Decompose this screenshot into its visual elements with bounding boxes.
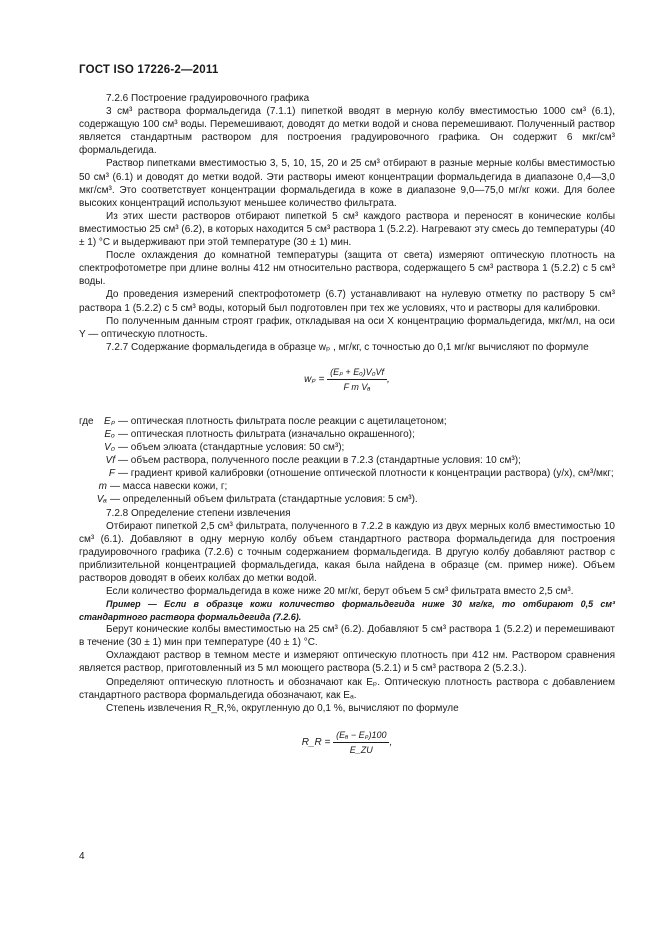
definition-row (79, 493, 615, 506)
definition-symbol: V₀ (104, 442, 115, 454)
paragraph: Из этих шести растворов отбирают пипеткой 5 см³ каждого раствора и переносят в конические колбы вместимостью 25 см³ (6.2), в которых находится 5 см³ раствора 1 (5.2.2). Нагревают эту смесь до температуры (40 ± 1) °С и выдерживают при этой температуре (30 ± 1) мин. (79, 210, 615, 249)
paragraph: После охлаждения до комнатной температуры (защита от света) измеряют оптическую плотность на спектрофотометре при длине волны 412 нм относительно раствора, содержащего 5 см³ раствора 1 (5.2.2) с 5 см³ воды. (79, 250, 615, 288)
paragraph: Степень извлечения R_R,%, округленную до 0,1 %, вычисляют по формуле (106, 702, 459, 714)
page-number: 4 (79, 851, 85, 862)
formula-fraction (333, 729, 389, 756)
formula-lhs: R_R = (301, 736, 331, 748)
paragraph: Отбирают пипеткой 2,5 см³ фильтрата, полученного в 7.2.2 в каждую из двух мерных колб вместимостью 10 см³ (6.1). Добавляют в одну мерную колбу объем стандартного раствора формальдегида для построения градуировочного графика (7.2.6) с точным содержанием формальдегида. В другую колбу добавляют раствор с приблизительной концентрацией формальдегида, какая была найдена в образце (см. пример ниже). Объем растворов доводят в обеих колбах до метки водой. (79, 520, 615, 584)
paragraph: Берут конические колбы вместимостью на 25 см³ (6.2). Добавляют 5 см³ раствора 1 (5.2.2) и перемешивают в течение (30 ± 1) мин при температуре (40 ± 1) °С. (79, 624, 615, 649)
formula-denominator: E_ZU (349, 744, 373, 755)
where-intro: где (79, 415, 94, 427)
definition-text: — оптическая плотность фильтрата (изначально окрашенного); (118, 428, 415, 440)
definition-symbol: Vₐ (96, 494, 107, 506)
definition-text: — оптическая плотность фильтрата после реакции с ацетилацетоном; (118, 415, 447, 427)
definition-row (79, 467, 615, 480)
definition-symbol: F (108, 468, 115, 480)
formula-lhs: wₚ = (304, 374, 325, 386)
formula-rr (79, 729, 615, 756)
standard-header: ГОСТ ISO 17226-2—2011 (79, 64, 219, 76)
document-body (79, 92, 615, 756)
formula-tail: , (387, 374, 390, 386)
example-note: Пример — Если в образце кожи количество формальдегида ниже 30 мг/кг, то отбирают 0,5 см³ стандартного раствора формальдегида (7.2.6). (79, 599, 615, 622)
definition-row (79, 480, 615, 493)
section-726-title: 7.2.6 Построение градуировочного графика (106, 93, 310, 104)
paragraph: Определяют оптическую плотность и обозначают как Eₚ. Оптическую плотность раствора с добавлением стандартного раствора формальдегида обозначают, как Eₐ. (79, 676, 615, 701)
definition-text: — градиент кривой калибровки (отношение оптической плотности к концентрации раствора) (у/х), см³/мкг; (118, 468, 614, 480)
formula-numerator: (Eₚ + Eₒ)V₀Vf (327, 366, 387, 380)
section-728-title: 7.2.8 Определение степени извлечения (106, 507, 291, 519)
paragraph: Охлаждают раствор в темном месте и измеряют оптическую плотность при 412 нм. Раствором сравнения является раствор, приготовленный из 5 мл моющего раствора (5.2.1) и 5 см³ раствора 2 (5.2.3.). (79, 650, 615, 675)
formula-numerator: (Eₐ − Eₚ)100 (333, 729, 389, 743)
definition-row (79, 428, 615, 441)
section-727-text: 7.2.7 Содержание формальдегида в образце wₚ , мг/кг, с точностью до 0,1 мг/кг вычисляют по формуле (106, 341, 589, 353)
definition-row (79, 454, 615, 467)
formula-denominator: F m Vₐ (343, 381, 371, 392)
definition-symbol: m (98, 481, 107, 493)
formula-tail: , (389, 736, 393, 748)
formula-fraction (327, 366, 387, 393)
definition-text: — объем раствора, полученного после реакции в 7.2.3 (стандартные условия: 10 см³); (118, 455, 521, 467)
paragraph: Если количество формальдегида в коже ниже 20 мг/кг, берут объем 5 см³ фильтрата вместо 2,5 см³. (106, 586, 574, 598)
paragraph: До проведения измерений спектрофотометр (6.7) устанавливают на нулевую отметку по раствору 5 см³ раствора 1 (5.2.2) с 5 см³ воды, который был подготовлен при тех же условиях, что и растворы для калибровки. (79, 289, 615, 314)
paragraph: 3 см³ раствора формальдегида (7.1.1) пипеткой вводят в мерную колбу вместимостью 1000 см³ (6.1), содержащую 100 см³ воды. Перемешивают, доводят до метки водой и снова перемешивают. Полученный раствор является стандартным раствором для построения градуировочного графика. Он содержит 6 мкг/см³ формальдегида. (79, 106, 615, 157)
paragraph: Раствор пипетками вместимостью 3, 5, 10, 15, 20 и 25 см³ отбирают в разные мерные колбы вместимостью 50 см³ (6.1) и доводят до метки водой. Эти растворы имеют концентрации формальдегида в диапазоне 0,4—3,0 мкг/см³. Это соответствует концентрации формальдегида в коже в диапазоне 9,0—75,0 мг/кг кожи. Для более высоких концентраций используют меньшее количество фильтрата. (79, 158, 615, 209)
variable-definitions (79, 415, 615, 507)
definition-row (79, 441, 615, 454)
definition-text: — масса навески кожи, г; (110, 481, 228, 493)
definition-symbol: Eₚ (104, 415, 115, 427)
formula-wp (79, 366, 615, 393)
definition-symbol: Vf (105, 455, 115, 467)
definition-text: — определенный объем фильтрата (стандартные условия: 5 см³). (110, 494, 418, 506)
definition-text: — объем элюата (стандартные условия: 50 см³); (118, 442, 345, 454)
definition-row (79, 415, 615, 428)
paragraph: По полученным данным строят график, откладывая на оси X концентрацию формальдегида, мкг/мл, на оси Y — оптическую плотность. (79, 315, 615, 340)
definition-symbol: Eₒ (104, 428, 115, 440)
